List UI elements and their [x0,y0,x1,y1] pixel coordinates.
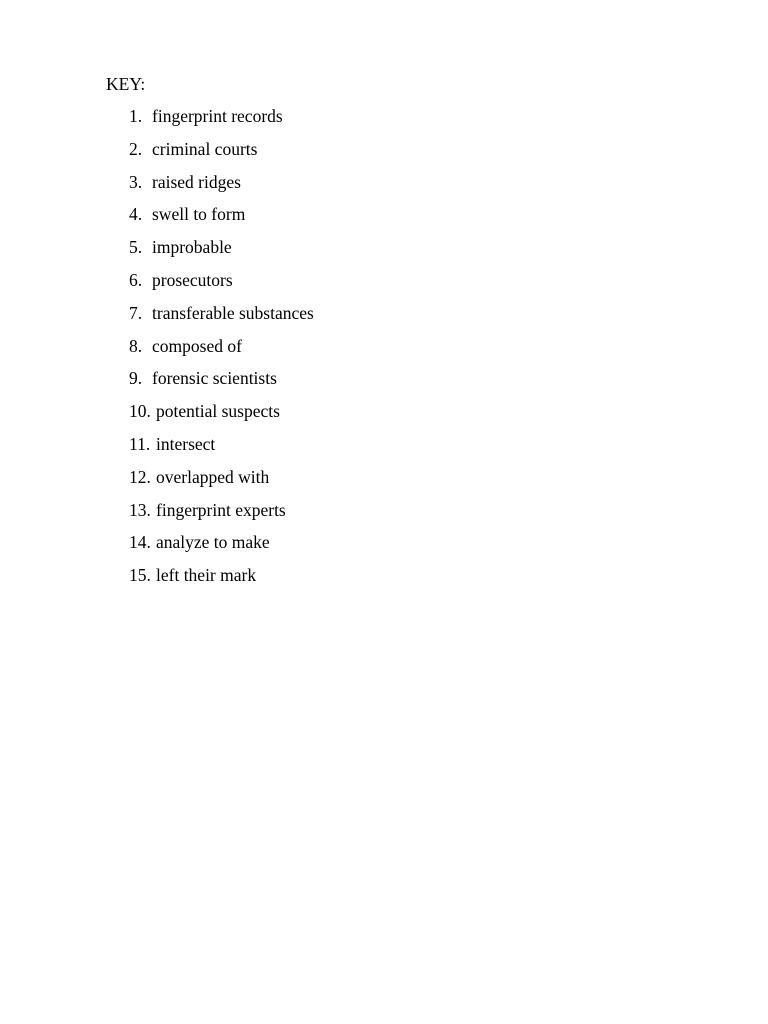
item-number: 5. [129,237,143,258]
item-number: 4. [129,204,143,225]
list-item [129,268,314,301]
item-text: improbable [152,237,232,258]
item-number: 13. [129,499,151,520]
list-item [129,399,314,432]
item-text: raised ridges [152,171,241,192]
item-text: potential suspects [156,401,280,422]
list-item [129,432,314,465]
item-text: overlapped with [156,466,270,487]
key-heading: KEY: [106,74,146,94]
list-item [129,563,314,596]
item-text: forensic scientists [152,368,277,389]
item-text: criminal courts [152,138,258,159]
item-number: 11. [129,433,151,454]
item-number: 12. [129,466,151,487]
item-number: 1. [129,106,143,126]
item-number: 10. [129,401,151,422]
item-text: analyze to make [156,532,270,553]
list-item [129,498,314,531]
list-item [129,465,314,498]
item-number: 6. [129,269,143,290]
item-text: swell to form [152,204,246,225]
item-number: 3. [129,171,143,192]
item-number: 2. [129,138,143,159]
item-text: fingerprint experts [156,499,286,520]
item-text: composed of [152,335,242,356]
item-number: 8. [129,335,143,356]
item-number: 14. [129,532,151,553]
answer-key-list [129,104,314,596]
list-item [129,366,314,399]
item-number: 15. [129,565,151,586]
list-item [129,235,314,268]
list-item [129,530,314,563]
list-item [129,334,314,367]
item-number: 9. [129,368,143,389]
item-text: transferable substances [152,302,314,323]
list-item [129,301,314,334]
list-item [129,137,314,170]
item-text: left their mark [156,565,257,586]
list-item [129,104,314,137]
item-number: 7. [129,302,143,323]
item-text: intersect [156,433,216,454]
item-text: fingerprint records [152,106,283,126]
item-text: prosecutors [152,269,233,290]
list-item [129,202,314,235]
list-item [129,170,314,203]
